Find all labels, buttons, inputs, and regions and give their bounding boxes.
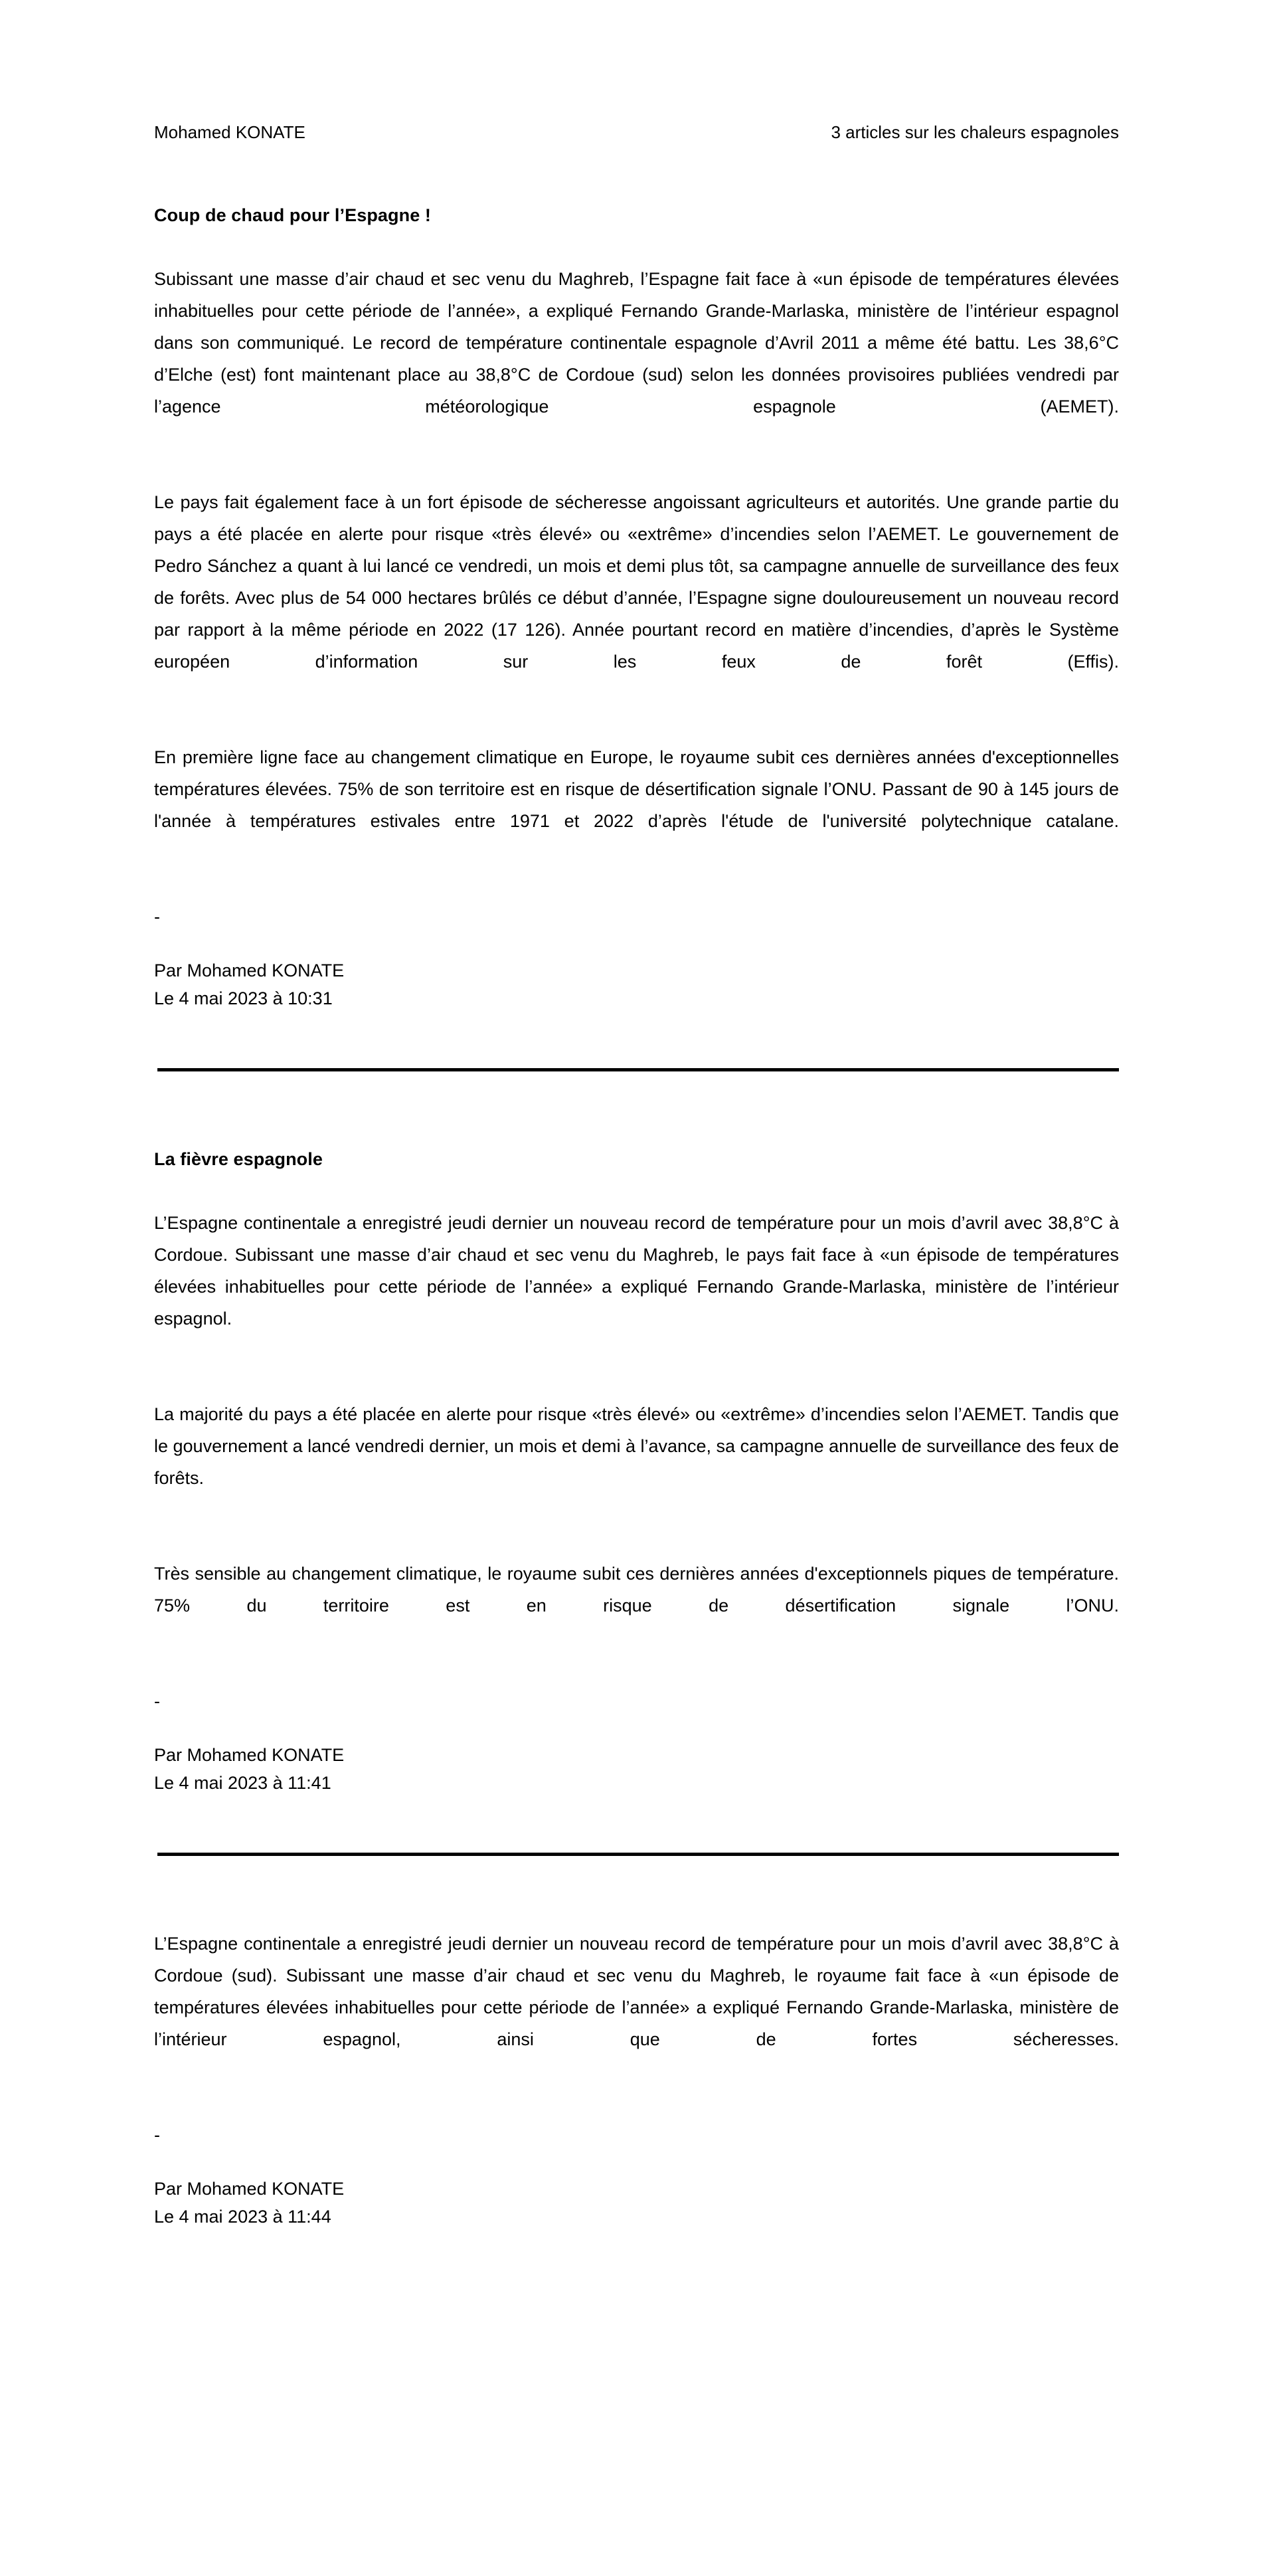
- article-2: [154, 1143, 1119, 1797]
- article-1-paragraph-2: Le pays fait également face à un fort épisode de sécheresse angoissant agriculteurs et autorités. Une grande partie du pays a été placée en alerte pour risque «très élevé» ou «extrême» d’incendies selon l’AEMET. Le gouvernement de Pedro Sánchez a quant à lui lancé ce vendredi, un mois et demi plus tôt, sa campagne annuelle de surveillance des feux de forêts. Avec plus de 54 000 hectares brûlés ce début d’année, l’Espagne signe douloureusement un nouveau record par rapport à la même période en 2022 (17 126). Année pourtant record en matière d’incendies, d’après le Système européen d’information sur les feux de forêt (Effis).: [154, 492, 1119, 672]
- article-1: [154, 199, 1119, 1012]
- article-1-paragraph-1: Subissant une masse d’air chaud et sec venu du Maghreb, l’Espagne fait face à «un épisode de températures élevées inhabituelles pour cette période de l’année», a expliqué Fernando Grande-Marlaska, ministère de l’intérieur espagnol dans son communiqué. Le record de température continentale espagnole d’Avril 2011 a même été battu. Les 38,6°C d’Elche (est) font maintenant place au 38,8°C de Cordoue (sud) selon les données provisoires publiées vendredi par l’agence météorologique espagnole (AEMET).: [154, 269, 1119, 416]
- article-1-date: Le 4 mai 2023 à 10:31: [154, 988, 333, 1008]
- article-1-title: Coup de chaud pour l’Espagne !: [154, 205, 432, 225]
- article-3-paragraph-1: L’Espagne continentale a enregistré jeudi dernier un nouveau record de température pour un mois d’avril avec 38,8°C à Cordoue (sud). Subissant une masse d’air chaud et sec venu du Maghreb, le royaume fait face à «un épisode de températures élevées inhabituelles pour cette période de l’année» a expliqué Fernando Grande-Marlaska, ministère de l’intérieur espagnol, ainsi que de fortes sécheresses.: [154, 1934, 1119, 2049]
- article-2-paragraph-1: L’Espagne continentale a enregistré jeudi dernier un nouveau record de température pour un mois d’avril avec 38,8°C à Cordoue. Subissant une masse d’air chaud et sec venu du Maghreb, le pays fait face à «un épisode de températures élevées inhabituelles pour cette période de l’année» a expliqué Fernando Grande-Marlaska, ministère de l’intérieur espagnol.: [154, 1213, 1119, 1329]
- document-header: [154, 0, 1119, 167]
- article-2-paragraph-3: Très sensible au changement climatique, le royaume subit ces dernières années d'exceptionnels piques de température. 75% du territoire est en risque de désertification signale l’ONU.: [154, 1564, 1119, 1615]
- article-3-author: Par Mohamed KONATE: [154, 2179, 345, 2199]
- article-2-author: Par Mohamed KONATE: [154, 1745, 345, 1765]
- document-body: [154, 0, 1119, 2231]
- article-1-separator-dash: -: [154, 907, 160, 927]
- article-2-separator-dash: -: [154, 1691, 160, 1711]
- article-2-paragraph-2: La majorité du pays a été placée en alerte pour risque «très élevé» ou «extrême» d’incendies selon l’AEMET. Tandis que le gouvernement a lancé vendredi dernier, un mois et demi à l’avance, sa campagne annuelle de surveillance des feux de forêts.: [154, 1404, 1119, 1488]
- header-author: Mohamed KONATE: [154, 122, 305, 142]
- article-3-date: Le 4 mai 2023 à 11:44: [154, 2207, 331, 2227]
- article-1-paragraph-3: En première ligne face au changement climatique en Europe, le royaume subit ces dernières années d'exceptionnelles températures élevées. 75% de son territoire est en risque de désertification signale l’ONU. Passant de 90 à 145 jours de l'année à températures estivales entre 1971 et 2022 d’après l'étude de l'université polytechnique catalane.: [154, 747, 1119, 831]
- article-1-author: Par Mohamed KONATE: [154, 961, 345, 980]
- article-3: [154, 1928, 1119, 2231]
- article-2-date: Le 4 mai 2023 à 11:41: [154, 1773, 331, 1793]
- header-title: 3 articles sur les chaleurs espagnoles: [831, 122, 1119, 142]
- article-2-title: La fièvre espagnole: [154, 1149, 323, 1169]
- article-3-separator-dash: -: [154, 2125, 160, 2145]
